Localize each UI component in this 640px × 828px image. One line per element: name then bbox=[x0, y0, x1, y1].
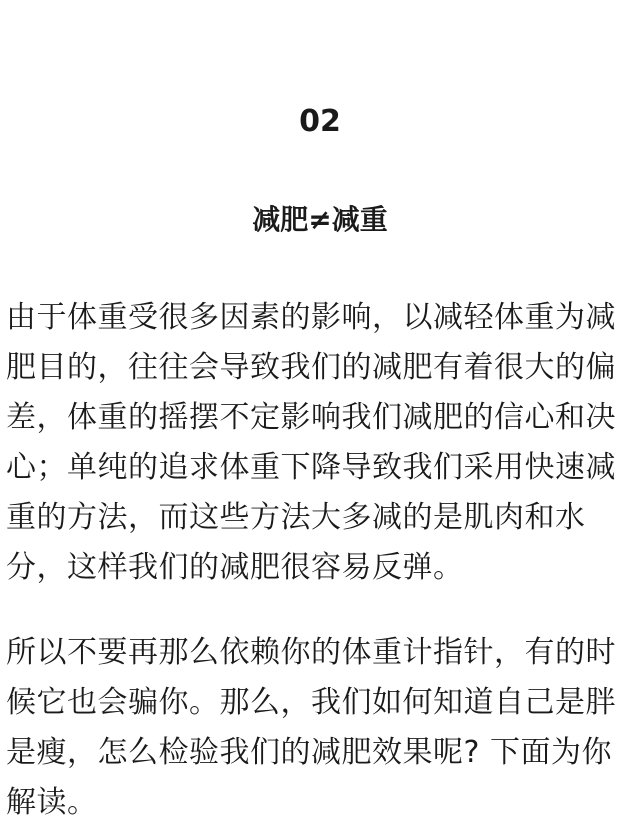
paragraph-line: 分，这样我们的减肥很容易反弹。 bbox=[6, 550, 464, 585]
paragraph-2 bbox=[6, 628, 630, 828]
paragraph-1 bbox=[6, 293, 630, 593]
paragraph-line: 差，体重的摇摆不定影响我们减肥的信心和决 bbox=[6, 400, 616, 435]
section-number: 02 bbox=[299, 104, 341, 139]
paragraph-line: 是瘦，怎么检验我们的减肥效果呢? 下面为你 bbox=[6, 735, 612, 770]
paragraph-line: 所以不要再那么依赖你的体重计指针，有的时 bbox=[6, 635, 616, 670]
section-title: 减肥≠减重 bbox=[252, 203, 388, 236]
paragraph-line: 心；单纯的追求体重下降导致我们采用快速减 bbox=[6, 450, 616, 485]
paragraph-line: 重的方法，而这些方法大多减的是肌肉和水 bbox=[6, 500, 586, 535]
paragraph-line: 候它也会骗你。那么，我们如何知道自己是胖 bbox=[6, 685, 616, 720]
paragraph-line: 解读。 bbox=[6, 785, 98, 820]
paragraph-line: 由于体重受很多因素的影响，以减轻体重为减 bbox=[6, 300, 616, 335]
paragraph-line: 肥目的，往往会导致我们的减肥有着很大的偏 bbox=[6, 350, 616, 385]
